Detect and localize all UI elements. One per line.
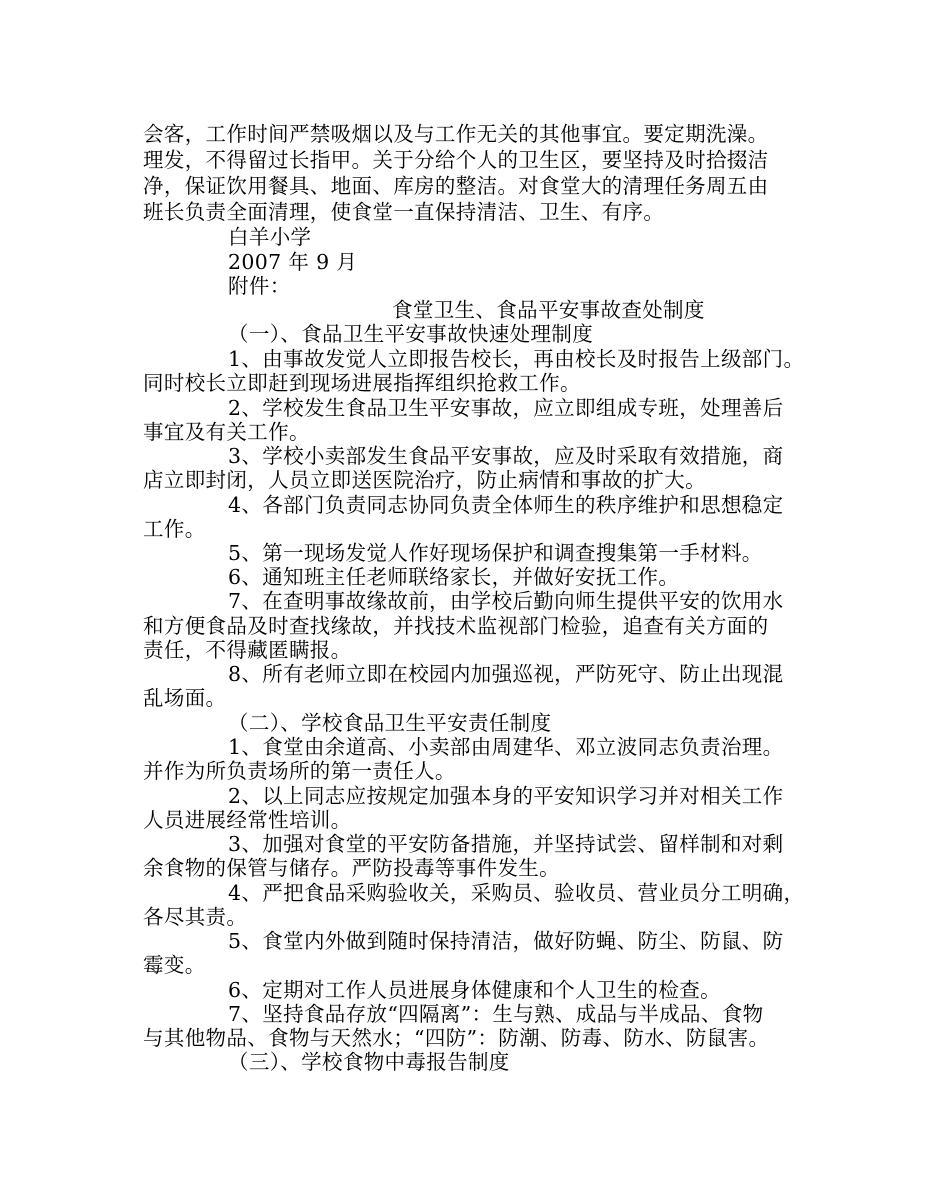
signature-date: 2007 年 9 月	[228, 250, 358, 274]
list-item-cont: 事宜及有关工作。	[143, 420, 310, 444]
text-line: 会客，工作时间严禁吸烟以及与工作无关的其他事宜。要定期洗澡。	[143, 122, 769, 146]
list-item: 3、加强对食堂的平安防备措施，并坚持试尝、留样制和对剩	[228, 832, 784, 856]
list-item: 4、各部门负责同志协同负责全体师生的秩序维护和思想稳定	[228, 493, 784, 517]
list-item: 3、学校小卖部发生食品平安事故，应及时采取有效措施，商	[228, 444, 784, 468]
text-line: 班长负责全面清理，使食堂一直保持清洁、卫生、有序。	[143, 200, 665, 224]
section-3-heading: （三）、学校食物中毒报告制度	[228, 1050, 510, 1074]
list-item: 1、由事故发觉人立即报告校长，再由校长及时报告上级部门。	[228, 347, 805, 371]
list-item-cont: 并作为所负责场所的第一责任人。	[143, 759, 456, 783]
list-item: 7、在查明事故缘故前，由学校后勤向师生提供平安的饮用水	[228, 589, 784, 613]
list-item-cont: 店立即封闭，人员立即送医院治疗，防止病情和事故的扩大。	[143, 468, 706, 492]
list-item: 8、所有老师立即在校园内加强巡视，严防死守、防止出现混	[228, 662, 784, 686]
list-item-cont: 余食物的保管与储存。严防投毒等事件发生。	[143, 856, 560, 880]
list-item-cont: 和方便食品及时查找缘故，并找技术监视部门检验，追查有关方面的	[143, 614, 769, 638]
list-item-cont: 各尽其责。	[143, 905, 248, 929]
list-item-cont: 责任，不得藏匿瞒报。	[143, 638, 352, 662]
document-title: 食堂卫生、食品平安事故查处制度	[392, 298, 705, 322]
list-item: 2、学校发生食品卫生平安事故，应立即组成专班，处理善后	[228, 396, 784, 420]
text-line: 净，保证饮用餐具、地面、库房的整洁。对食堂大的清理任务周五由	[143, 174, 769, 198]
list-item: 7、坚持食品存放“四隔离”：生与熟、成品与半成品、食物	[228, 1002, 764, 1026]
signature-school: 白羊小学	[228, 225, 312, 249]
text-line: 理发，不得留过长指甲。关于分给个人的卫生区，要坚持及时拾掇洁	[143, 148, 769, 172]
list-item: 1、食堂由余道高、小卖部由周建华、邓立波同志负责治理。	[228, 735, 784, 759]
list-item: 2、以上同志应按规定加强本身的平安知识学习并对相关工作	[228, 784, 784, 808]
list-item-cont: 乱场面。	[143, 686, 227, 710]
list-item: 6、定期对工作人员进展身体健康和个人卫生的检查。	[228, 978, 721, 1002]
section-2-heading: （二）、学校食品卫生平安责任制度	[228, 711, 552, 735]
list-item-cont: 工作。	[143, 517, 206, 541]
list-item: 4、严把食品采购验收关，采购员、验收员、营业员分工明确，	[228, 881, 805, 905]
list-item-cont: 人员进展经常性培训。	[143, 808, 352, 832]
list-item: 5、食堂内外做到随时保持清洁，做好防蝇、防尘、防鼠、防	[228, 929, 784, 953]
list-item-cont: 与其他物品、食物与天然水；“四防”：防潮、防毒、防水、防鼠害。	[143, 1026, 770, 1050]
list-item-cont: 霉变。	[143, 953, 206, 977]
list-item: 6、通知班主任老师联络家长，并做好安抚工作。	[228, 565, 680, 589]
section-1-heading: （一）、食品卫生平安事故快速处理制度	[228, 322, 594, 346]
attachment-label: 附件：	[228, 274, 291, 298]
list-item-cont: 同时校长立即赶到现场进展指挥组织抢救工作。	[143, 371, 581, 395]
list-item: 5、第一现场发觉人作好现场保护和调查搜集第一手材料。	[228, 541, 763, 565]
